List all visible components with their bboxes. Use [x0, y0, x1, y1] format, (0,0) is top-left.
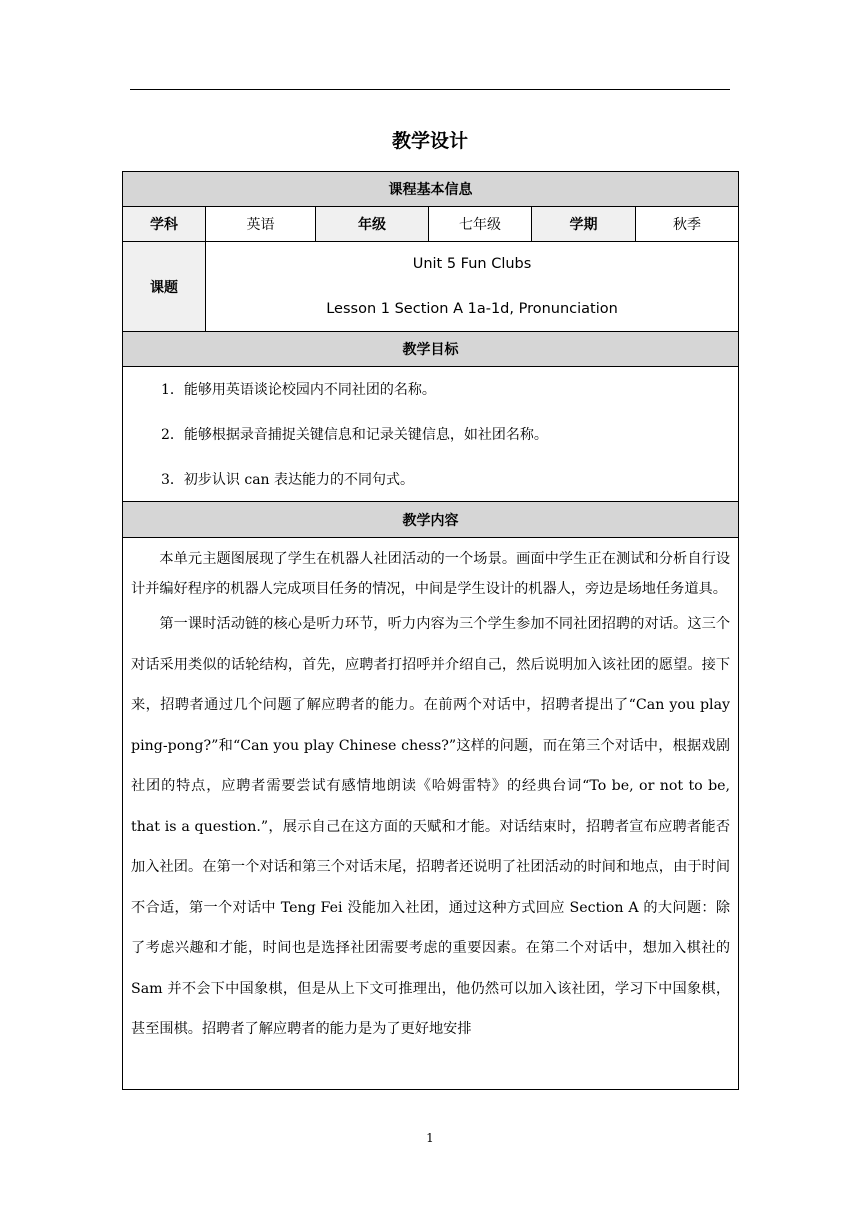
grade-label: 年级: [316, 207, 429, 242]
objective-item: 1．能够用英语谈论校园内不同社团的名称。: [161, 382, 436, 398]
grade-value: 七年级: [429, 207, 532, 242]
objective-item: 3．初步认识 can 表达能力的不同句式。: [161, 472, 415, 488]
subject-value: 英语: [206, 207, 316, 242]
header-rule: [130, 89, 730, 90]
lesson-plan-table: [122, 171, 739, 1090]
topic-label: 课题: [123, 242, 206, 332]
objectives-list: [123, 367, 739, 502]
objective-item: 2．能够根据录音捕捉关键信息和记录关键信息，如社团名称。: [161, 427, 548, 443]
content-body: [123, 538, 739, 1090]
content-paragraph: 本单元主题图展现了学生在机器人社团活动的一个场景。画面中学生正在测试和分析自行设计并编好程序的机器人完成项目任务的情况，中间是学生设计的机器人，旁边是场地任务道具。: [131, 551, 731, 597]
document-title: 教学设计: [391, 130, 468, 152]
page-number: 1: [426, 1131, 434, 1145]
basic-info-heading: 课程基本信息: [123, 172, 739, 207]
content-paragraph: 第一课时活动链的核心是听力环节，听力内容为三个学生参加不同社团招聘的对话。这三个对话采用类似的话轮结构，首先，应聘者打招呼并介绍自己，然后说明加入该社团的愿望。接下来，招聘者通过几个问题了解应聘者的能力。在前两个对话中，招聘者提出了“Can you play ping-pong?”和“Can you play Chinese chess?”这样的问题，而在第三个对话中，根据戏剧社团的特点，应聘者需要尝试有感情地朗读《哈姆雷特》的经典台词“To be, or not to be, that is a question.”，展示自己在这方面的天赋和才能。对话结束时，招聘者宣布应聘者能否加入社团。在第一个对话和第三个对话末尾，招聘者还说明了社团活动的时间和地点，由于时间不合适，第一个对话中 Teng Fei 没能加入社团，通过这种方式回应 Section A 的大问题：除了考虑兴趣和才能，时间也是选择社团需要考虑的重要因素。在第二个对话中，想加入棋社的 Sam 并不会下中国象棋，但是从上下文可推理出，他仍然可以加入该社团，学习下中国象棋，甚至围棋。招聘者了解应聘者的能力是为了更好地安排: [131, 616, 731, 1037]
topic-value: [206, 242, 739, 332]
objectives-heading: 教学目标: [123, 332, 739, 367]
topic-line-lesson: Lesson 1 Section A 1a-1d, Pronunciation: [326, 301, 618, 317]
topic-line-unit: Unit 5 Fun Clubs: [412, 256, 532, 272]
term-value: 秋季: [636, 207, 739, 242]
term-label: 学期: [532, 207, 636, 242]
subject-label: 学科: [123, 207, 206, 242]
content-heading: 教学内容: [123, 502, 739, 538]
